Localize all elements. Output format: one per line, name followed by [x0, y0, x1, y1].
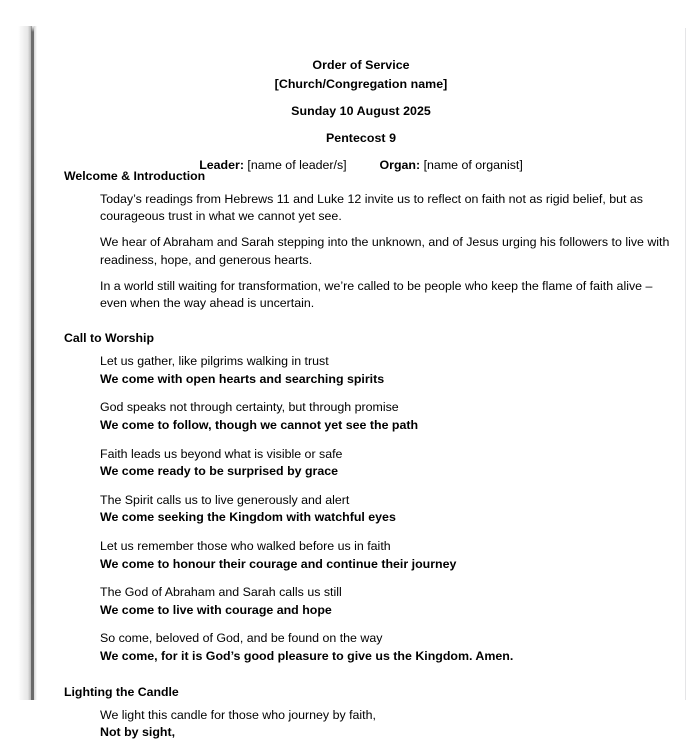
- response-line: Not by sight,: [100, 725, 176, 740]
- response-line: We come to honour their courage and continue their journey: [100, 556, 457, 571]
- responsive-couplet: [100, 584, 678, 619]
- responsive-couplet: [100, 353, 678, 388]
- responsive-couplet: [100, 446, 678, 481]
- responsive-couplet: [100, 707, 678, 742]
- service-date: Sunday 10 August 2025: [291, 103, 431, 118]
- paragraph: In a world still waiting for transformation, we’re called to be people who keep the flame of faith alive – even when the way ahead is uncertain.: [100, 278, 653, 311]
- responsive-couplet: [100, 538, 678, 573]
- section-heading: Welcome & Introduction: [64, 169, 206, 183]
- responsive-couplet: [100, 492, 678, 527]
- service-body: [64, 168, 678, 742]
- versicle-line: So come, beloved of God, and be found on the way: [100, 631, 383, 646]
- leader-label: Leader:: [199, 157, 244, 172]
- organ-value: [name of organist]: [423, 157, 523, 172]
- section-content: [100, 353, 678, 665]
- document-title: Order of Service: [312, 58, 410, 72]
- section-welcome-and-introduction: [64, 168, 678, 312]
- versicle-line: We light this candle for those who journey by faith,: [100, 707, 376, 722]
- paragraph: Today’s readings from Hebrews 11 and Luke 12 invite us to reflect on faith not as rigid belief, but as courageous trust in what we cannot yet see.: [100, 192, 643, 224]
- section-call-to-worship: [64, 330, 678, 665]
- service-title-block: [37, 56, 685, 174]
- section-content: [100, 191, 678, 312]
- section-heading: Lighting the Candle: [64, 684, 179, 699]
- versicle-line: God speaks not through certainty, but through promise: [100, 400, 399, 415]
- response-line: We come to follow, though we cannot yet see the path: [100, 418, 419, 432]
- page-left-shadow: [18, 26, 32, 700]
- leader-value: [name of leader/s]: [247, 157, 347, 172]
- versicle-line: Faith leads us beyond what is visible or safe: [100, 446, 343, 461]
- paragraph: We hear of Abraham and Sarah stepping into the unknown, and of Jesus urging his followers to live with readiness, hope, and generous hearts.: [100, 235, 670, 267]
- responsive-couplet: [100, 630, 678, 665]
- versicle-line: Let us gather, like pilgrims walking in trust: [100, 354, 329, 369]
- response-line: We come with open hearts and searching spirits: [100, 371, 385, 386]
- congregation-name-placeholder: [Church/Congregation name]: [274, 76, 448, 91]
- versicle-line: Let us remember those who walked before us in faith: [100, 538, 391, 553]
- liturgical-day: Pentecost 9: [325, 130, 397, 145]
- organ-label: Organ:: [379, 157, 421, 172]
- document-sheet: [37, 0, 685, 740]
- responsive-couplet: [100, 399, 678, 434]
- section-lighting-the-candle: [64, 684, 678, 742]
- versicle-line: The Spirit calls us to live generously and alert: [100, 492, 350, 507]
- response-line: We come to live with courage and hope: [100, 602, 332, 617]
- response-line: We come seeking the Kingdom with watchful eyes: [100, 510, 396, 525]
- section-content: [100, 707, 678, 742]
- response-line: We come, for it is God’s good pleasure to give us the Kingdom. Amen.: [100, 648, 514, 663]
- section-heading: Call to Worship: [64, 331, 154, 346]
- response-line: We come ready to be surprised by grace: [100, 464, 339, 479]
- versicle-line: The God of Abraham and Sarah calls us still: [100, 585, 342, 600]
